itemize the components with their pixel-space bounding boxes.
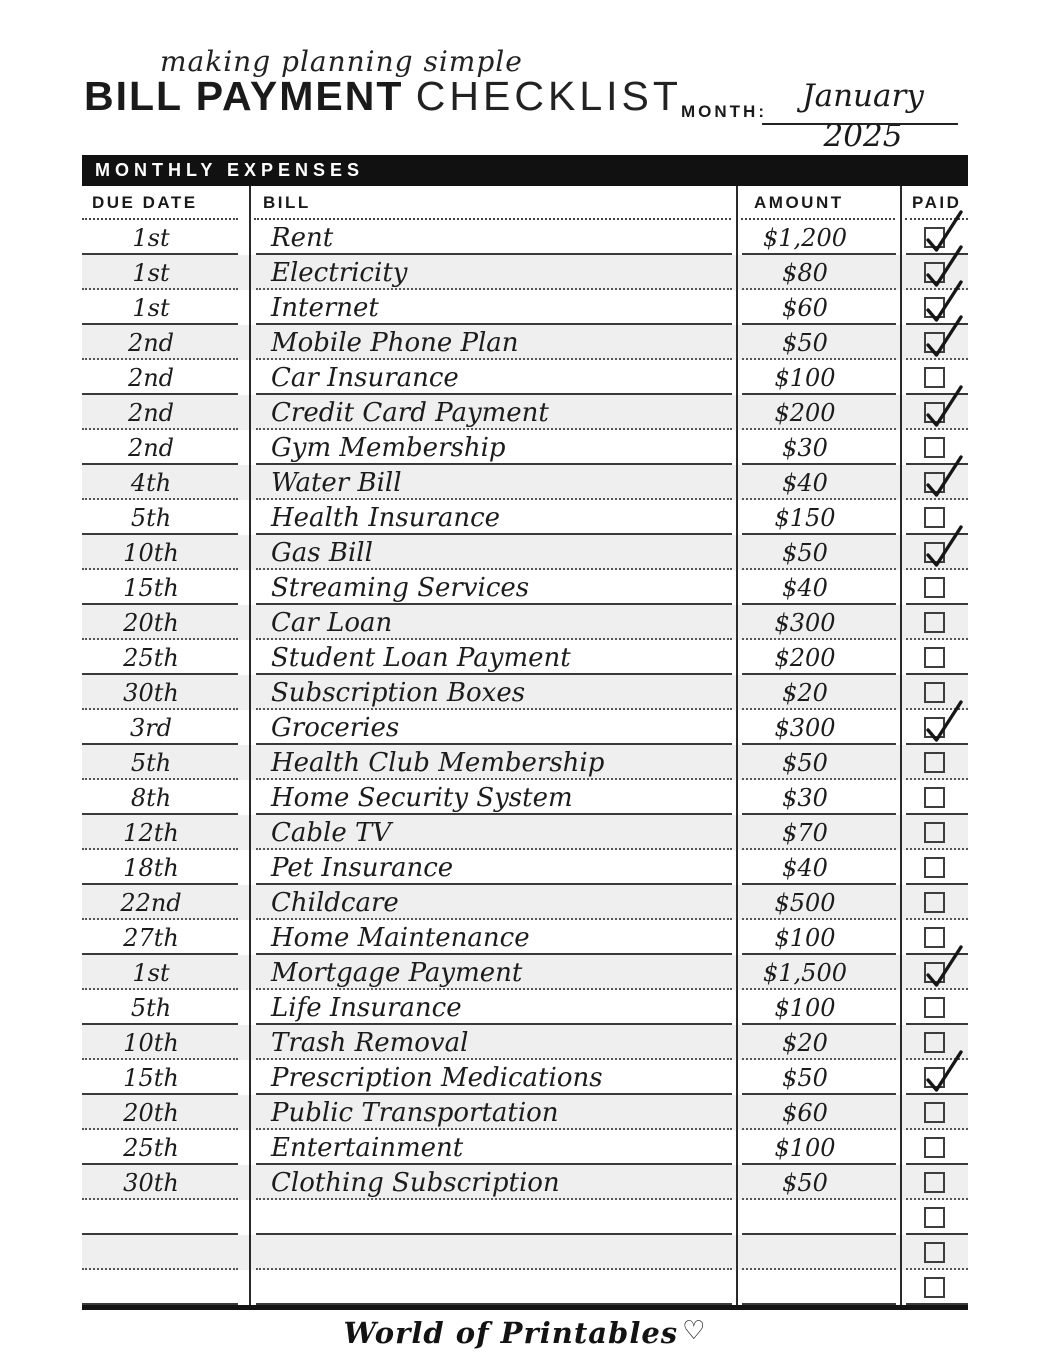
footer-brand (0, 1313, 1050, 1354)
paid-cell (901, 955, 968, 990)
bill-cell: Life Insurance (250, 990, 737, 1025)
table-row (82, 500, 968, 535)
amount-cell: $1,200 (737, 220, 901, 255)
due-date-cell: 27th (82, 920, 250, 955)
bill-cell (250, 1235, 737, 1270)
due-date-cell: 18th (82, 850, 250, 885)
paid-checkbox[interactable] (924, 857, 945, 878)
table-row (82, 1025, 968, 1060)
due-date-cell (82, 1200, 250, 1235)
table-row (82, 1095, 968, 1130)
table-row (82, 570, 968, 605)
paid-cell (901, 325, 968, 360)
bill-cell: Mortgage Payment (250, 955, 737, 990)
bill-cell: Prescription Medications (250, 1060, 737, 1095)
table-row (82, 1270, 968, 1305)
table-row (82, 710, 968, 745)
page-title-bold: BILL PAYMENT (84, 73, 404, 119)
due-date-cell: 1st (82, 220, 250, 255)
paid-checkbox[interactable] (924, 752, 945, 773)
bill-cell: Gym Membership (250, 430, 737, 465)
table-row (82, 1235, 968, 1270)
bill-cell: Groceries (250, 710, 737, 745)
paid-checkbox[interactable] (924, 577, 945, 598)
bill-cell: Public Transportation (250, 1095, 737, 1130)
paid-cell (901, 395, 968, 430)
amount-cell: $200 (737, 395, 901, 430)
table-row (82, 920, 968, 955)
bill-cell: Credit Card Payment (250, 395, 737, 430)
due-date-cell: 1st (82, 955, 250, 990)
paid-checkbox[interactable] (924, 472, 945, 493)
due-date-cell: 25th (82, 1130, 250, 1165)
paid-cell (901, 465, 968, 500)
paid-cell (901, 1060, 968, 1095)
paid-checkbox[interactable] (924, 1207, 945, 1228)
table-row (82, 675, 968, 710)
col-header-due-date: DUE DATE (82, 186, 250, 220)
page-title-light: CHECKLIST (415, 73, 682, 119)
due-date-cell: 12th (82, 815, 250, 850)
checkmark-icon (922, 382, 966, 430)
due-date-cell: 1st (82, 290, 250, 325)
paid-cell (901, 535, 968, 570)
paid-cell (901, 605, 968, 640)
table-body-wrap (82, 186, 968, 1305)
bill-cell (250, 1270, 737, 1305)
paid-checkbox[interactable] (924, 787, 945, 808)
table-row (82, 255, 968, 290)
bill-cell: Home Maintenance (250, 920, 737, 955)
amount-cell: $40 (737, 465, 901, 500)
due-date-cell: 30th (82, 1165, 250, 1200)
table-row (82, 325, 968, 360)
amount-cell: $100 (737, 1130, 901, 1165)
amount-cell: $500 (737, 885, 901, 920)
amount-cell: $80 (737, 255, 901, 290)
table-row (82, 885, 968, 920)
paid-cell (901, 640, 968, 675)
due-date-cell: 25th (82, 640, 250, 675)
amount-cell: $1,500 (737, 955, 901, 990)
col-header-amount: AMOUNT (737, 186, 901, 220)
page-title (84, 73, 682, 119)
checkmark-icon (922, 522, 966, 570)
table-row (82, 640, 968, 675)
bill-cell: Childcare (250, 885, 737, 920)
table-row (82, 430, 968, 465)
amount-cell (737, 1270, 901, 1305)
table-row (82, 360, 968, 395)
bill-cell: Entertainment (250, 1130, 737, 1165)
table-row (82, 1165, 968, 1200)
due-date-cell (82, 1235, 250, 1270)
amount-cell: $50 (737, 1060, 901, 1095)
amount-cell: $60 (737, 1095, 901, 1130)
paid-cell (901, 1165, 968, 1200)
due-date-cell: 20th (82, 605, 250, 640)
paid-cell (901, 885, 968, 920)
paid-checkbox[interactable] (924, 1277, 945, 1298)
due-date-cell: 10th (82, 535, 250, 570)
table-row (82, 465, 968, 500)
amount-cell (737, 1200, 901, 1235)
paid-checkbox[interactable] (924, 892, 945, 913)
due-date-cell: 22nd (82, 885, 250, 920)
checkmark-icon (922, 942, 966, 990)
bill-cell: Health Insurance (250, 500, 737, 535)
paid-cell (901, 570, 968, 605)
paid-checkbox[interactable] (924, 647, 945, 668)
table-header-row (82, 186, 968, 220)
due-date-cell: 5th (82, 745, 250, 780)
paid-checkbox[interactable] (924, 332, 945, 353)
amount-cell (737, 1235, 901, 1270)
paid-checkbox[interactable] (924, 717, 945, 738)
bill-cell: Pet Insurance (250, 850, 737, 885)
paid-cell (901, 1095, 968, 1130)
bill-cell: Health Club Membership (250, 745, 737, 780)
table-row (82, 745, 968, 780)
paid-checkbox[interactable] (924, 1067, 945, 1088)
bill-cell: Gas Bill (250, 535, 737, 570)
paid-checkbox[interactable] (924, 1137, 945, 1158)
amount-cell: $20 (737, 675, 901, 710)
amount-cell: $100 (737, 990, 901, 1025)
amount-cell: $40 (737, 570, 901, 605)
amount-cell: $30 (737, 780, 901, 815)
paid-cell (901, 1270, 968, 1305)
bill-cell: Trash Removal (250, 1025, 737, 1060)
paid-cell (901, 1200, 968, 1235)
table-row (82, 1200, 968, 1235)
section-header: MONTHLY EXPENSES (82, 155, 968, 186)
bill-cell: Home Security System (250, 780, 737, 815)
amount-cell: $200 (737, 640, 901, 675)
table-row (82, 1060, 968, 1095)
amount-cell: $100 (737, 920, 901, 955)
table-row (82, 990, 968, 1025)
footer-brand-text: World of Printables (343, 1316, 679, 1350)
table-row (82, 815, 968, 850)
due-date-cell: 30th (82, 675, 250, 710)
table-row (82, 535, 968, 570)
due-date-cell: 15th (82, 570, 250, 605)
bill-cell: Rent (250, 220, 737, 255)
paid-cell (901, 990, 968, 1025)
table-row (82, 1130, 968, 1165)
due-date-cell: 5th (82, 990, 250, 1025)
checkmark-icon (922, 697, 966, 745)
paid-cell (901, 815, 968, 850)
table-body (82, 220, 968, 1305)
col-header-bill: BILL (250, 186, 737, 220)
table-row (82, 605, 968, 640)
due-date-cell: 8th (82, 780, 250, 815)
paid-checkbox[interactable] (924, 962, 945, 983)
bill-cell: Water Bill (250, 465, 737, 500)
column-divider (736, 186, 738, 1305)
due-date-cell: 2nd (82, 395, 250, 430)
checkmark-icon (922, 452, 966, 500)
amount-cell: $50 (737, 1165, 901, 1200)
amount-cell: $100 (737, 360, 901, 395)
bill-cell: Car Insurance (250, 360, 737, 395)
amount-cell: $150 (737, 500, 901, 535)
bill-cell: Electricity (250, 255, 737, 290)
paid-cell (901, 745, 968, 780)
paid-checkbox[interactable] (924, 1102, 945, 1123)
bill-cell: Car Loan (250, 605, 737, 640)
paid-checkbox[interactable] (924, 402, 945, 423)
month-input[interactable]: January 2025 (802, 78, 924, 155)
due-date-cell: 2nd (82, 360, 250, 395)
bill-cell (250, 1200, 737, 1235)
table-row (82, 850, 968, 885)
paid-checkbox[interactable] (924, 612, 945, 633)
bill-cell: Internet (250, 290, 737, 325)
due-date-cell: 2nd (82, 325, 250, 360)
amount-cell: $50 (737, 745, 901, 780)
bill-cell: Cable TV (250, 815, 737, 850)
table-row (82, 780, 968, 815)
paid-checkbox[interactable] (924, 1172, 945, 1193)
due-date-cell: 3rd (82, 710, 250, 745)
column-divider (900, 186, 902, 1305)
paid-cell (901, 780, 968, 815)
due-date-cell: 10th (82, 1025, 250, 1060)
paid-cell (901, 1235, 968, 1270)
bill-cell: Mobile Phone Plan (250, 325, 737, 360)
amount-cell: $60 (737, 290, 901, 325)
month-label: MONTH: (681, 102, 767, 121)
expenses-table (82, 155, 968, 1310)
due-date-cell: 1st (82, 255, 250, 290)
due-date-cell: 5th (82, 500, 250, 535)
col-header-paid: PAID (901, 186, 968, 220)
checkmark-icon (922, 312, 966, 360)
amount-cell: $70 (737, 815, 901, 850)
tagline: making planning simple (160, 45, 523, 78)
table-row (82, 395, 968, 430)
due-date-cell (82, 1270, 250, 1305)
bill-cell: Streaming Services (250, 570, 737, 605)
amount-cell: $300 (737, 605, 901, 640)
table-row (82, 290, 968, 325)
paid-checkbox[interactable] (924, 1242, 945, 1263)
due-date-cell: 4th (82, 465, 250, 500)
amount-cell: $50 (737, 535, 901, 570)
due-date-cell: 2nd (82, 430, 250, 465)
bill-cell: Student Loan Payment (250, 640, 737, 675)
due-date-cell: 15th (82, 1060, 250, 1095)
bill-cell: Clothing Subscription (250, 1165, 737, 1200)
amount-cell: $40 (737, 850, 901, 885)
table-row (82, 955, 968, 990)
checkmark-icon (922, 1047, 966, 1095)
table-row (82, 220, 968, 255)
paid-cell (901, 850, 968, 885)
heart-icon: ♡ (682, 1316, 707, 1346)
paid-checkbox[interactable] (924, 822, 945, 843)
amount-cell: $30 (737, 430, 901, 465)
amount-cell: $300 (737, 710, 901, 745)
paid-cell (901, 710, 968, 745)
due-date-cell: 20th (82, 1095, 250, 1130)
amount-cell: $20 (737, 1025, 901, 1060)
amount-cell: $50 (737, 325, 901, 360)
bill-cell: Subscription Boxes (250, 675, 737, 710)
table-bottom-border (82, 1305, 968, 1310)
paid-cell (901, 1130, 968, 1165)
month-underline (762, 123, 958, 125)
paid-checkbox[interactable] (924, 542, 945, 563)
paid-checkbox[interactable] (924, 997, 945, 1018)
column-divider (249, 186, 251, 1305)
